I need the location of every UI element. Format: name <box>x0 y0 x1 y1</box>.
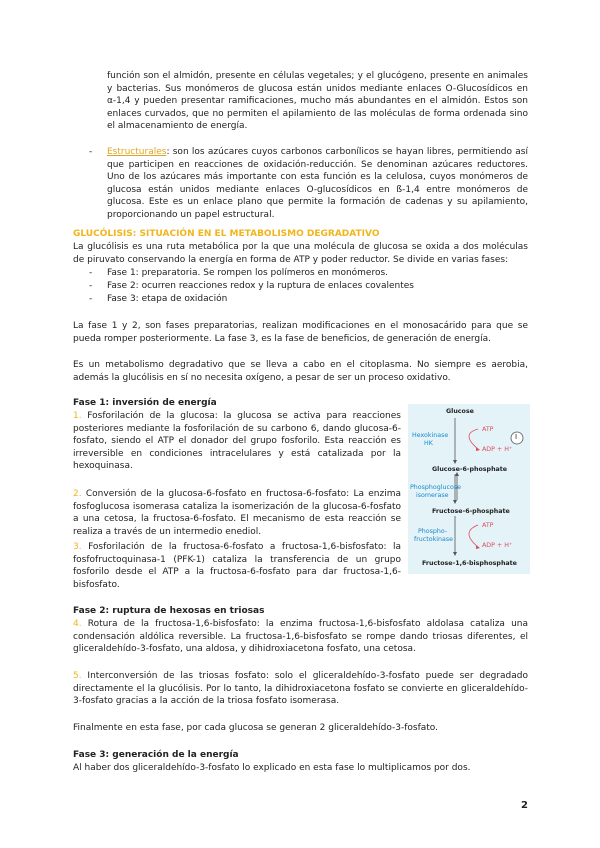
page-number: 2 <box>521 800 528 811</box>
pfk-label-2: fructokinase <box>414 536 453 543</box>
step-number: 3. <box>73 542 82 552</box>
adp-label-1: ADP + H⁺ <box>482 446 513 453</box>
fase2-step-4 <box>73 618 528 656</box>
section-title: GLUCÓLISIS: SITUACIÓN EN EL METABOLISMO DEGRADATIVO <box>73 229 380 239</box>
glycolysis-phase1-figure <box>408 404 530 574</box>
g6p-label: Glucose-6-phosphate <box>432 466 508 473</box>
fase2-step-5 <box>73 670 528 708</box>
fase-item-3: Fase 3: etapa de oxidación <box>107 294 228 304</box>
atp-curve-head-2 <box>476 545 480 549</box>
estructurales-dash: - <box>89 147 93 157</box>
fase1-step-3 <box>73 541 401 591</box>
fase1-step-2 <box>73 488 401 538</box>
roman-label: I <box>515 433 518 441</box>
step-text: Rotura de la fructosa-1,6-bisfosfato: la enzima fructosa-1,6-bisfosfato aldolasa cataliza una condensación aldólica reversible. La fructosa-1,6-bisfosfato se rompe dando triosas diferentes, el gliceraldehído-3-fosfato, una aldosa, y dihidroxiacetona fosfato, una cetosa. <box>73 619 528 655</box>
glucose-label: Glucose <box>446 408 474 415</box>
fase-item-1: Fase 1: preparatoria. Se rompen los polímeros en monómeros. <box>107 268 389 278</box>
estructurales-link[interactable]: Estructurales <box>107 147 167 157</box>
fase-dash-3: - <box>89 294 93 304</box>
step-number: 4. <box>73 619 82 629</box>
fase1-title: Fase 1: inversión de energía <box>73 398 217 408</box>
atp-curve-2 <box>469 525 478 547</box>
atp-curve-1 <box>469 429 478 449</box>
atp-label-2: ATP <box>482 522 494 529</box>
fase3-title: Fase 3: generación de la energía <box>73 750 239 760</box>
step-text: Interconversión de las triosas fosfato: solo el gliceraldehído-3-fosfato puede ser degradado directamente el la glucólisis. Por lo tanto, la dihidroxiacetona fosfato se convierte en gliceraldehído-3-fosfato gracias a la acción de la triosa fosfato isomerasa. <box>73 671 528 707</box>
fase12-paragraph: La fase 1 y 2, son fases preparatorias, realizan modificaciones en el monosacárido para que se pueda romper posteriormente. La fase 3, es la fase de beneficios, de generación de energía. <box>73 321 528 344</box>
step-number: 2. <box>73 489 82 499</box>
fase-item-2: Fase 2: ocurren reacciones redox y la ruptura de enlaces covalentes <box>107 281 414 291</box>
degradativo-paragraph: Es un metabolismo degradativo que se lleva a cabo en el citoplasma. No siempre es aerobia, además la glucólisis en sí no necesita oxígeno, a pesar de ser un proceso oxidativo. <box>73 360 528 383</box>
atp-label-1: ATP <box>482 426 494 433</box>
step-text: Fosforilación de la glucosa: la glucosa se activa para reacciones posteriores mediante la fosforilación de su carbono 6, dando glucosa-6-fosfato, siendo el ATP el donador del grupo fosforilo. Esta reacción es irreversible en condiciones intracelulares y está catalizada por la hexoquinasa. <box>73 411 401 472</box>
fase3-text: Al haber dos gliceraldehído-3-fosfato lo explicado en esta fase lo multiplicamos por dos. <box>73 763 471 773</box>
hk-label: HK <box>424 440 433 447</box>
step-number: 1. <box>73 411 82 421</box>
estructurales-paragraph <box>107 146 528 222</box>
fase2-final: Finalmente en esta fase, por cada glucosa se generan 2 gliceraldehído-3-fosfato. <box>73 723 439 733</box>
f16bp-label: Fructose-1,6-bisphosphate <box>422 560 517 567</box>
fase-dash-1: - <box>89 268 93 278</box>
pgi-label-2: isomerase <box>416 492 449 499</box>
pfk-label-1: Phospho- <box>418 528 448 535</box>
hexokinase-label: Hexokinase <box>412 432 449 439</box>
fase-dash-2: - <box>89 281 93 291</box>
glucolisis-paragraph: La glucólisis es una ruta metabólica por la que una molécula de glucosa se oxida a dos moléculas de piruvato conservando la energía en forma de ATP y poder reductor. Se divide en varias fases: <box>73 242 528 265</box>
pgi-label-1: Phosphoglucose <box>410 484 461 491</box>
arrow-head-3 <box>453 552 457 556</box>
atp-curve-head-1 <box>476 447 480 451</box>
step-text: Fosforilación de la fructosa-6-fosfato a fructosa-1,6-bisfosfato: la fosfofructoquinasa-1 (PFK-1) cataliza la transferencia de un grupo fosforilo desde el ATP a la fructosa-6-fosfato para dar fructosa-1,6-bisfosfato. <box>73 542 401 590</box>
fase1-step-1 <box>73 410 401 473</box>
intro-paragraph: función son el almidón, presente en células vegetales; y el glucógeno, presente en animales y bacterias. Sus monómeros de glucosa están unidos mediante enlaces O-Glucosídicos en α-1,4 y pueden presentar ramificaciones, mucho más abundantes en el almidón. Estos son enlaces curvados, que no permiten el apilamiento de las moléculas de forma ordenada sino el almacenamiento de energía. <box>107 71 528 132</box>
step-number: 5. <box>73 671 82 681</box>
estructurales-text: : son los azúcares cuyos carbonos carbonílicos se hayan libres, permitiendo así que participen en reacciones de oxidación-reducción. Se denominan azúcares reductores. Uno de los azúcares más importante con esta función es la celulosa, cuyos monómeros de glucosa están unidos mediante enlaces O-glucosídicos en ß-1,4 entre monómeros de glucosa. Este es un enlace plano que permite la formación de cadenas y su apilamiento, proporcionando un papel estructural. <box>107 147 528 220</box>
arrow-head-1 <box>453 460 457 464</box>
step-text: Conversión de la glucosa-6-fosfato en fructosa-6-fosfato: La enzima fosfoglucosa isomerasa cataliza la isomerización de la glucosa-6-fosfato a una cetosa, la fructosa-6-fosfato. El mecanismo de esta reacción se realiza a través de un intermedio enediol. <box>73 489 401 537</box>
fase2-title: Fase 2: ruptura de hexosas en triosas <box>73 606 265 616</box>
arrow-head-2 <box>453 500 457 504</box>
f6p-label: Fructose-6-phosphate <box>432 508 510 515</box>
adp-label-2: ADP + H⁺ <box>482 542 513 549</box>
